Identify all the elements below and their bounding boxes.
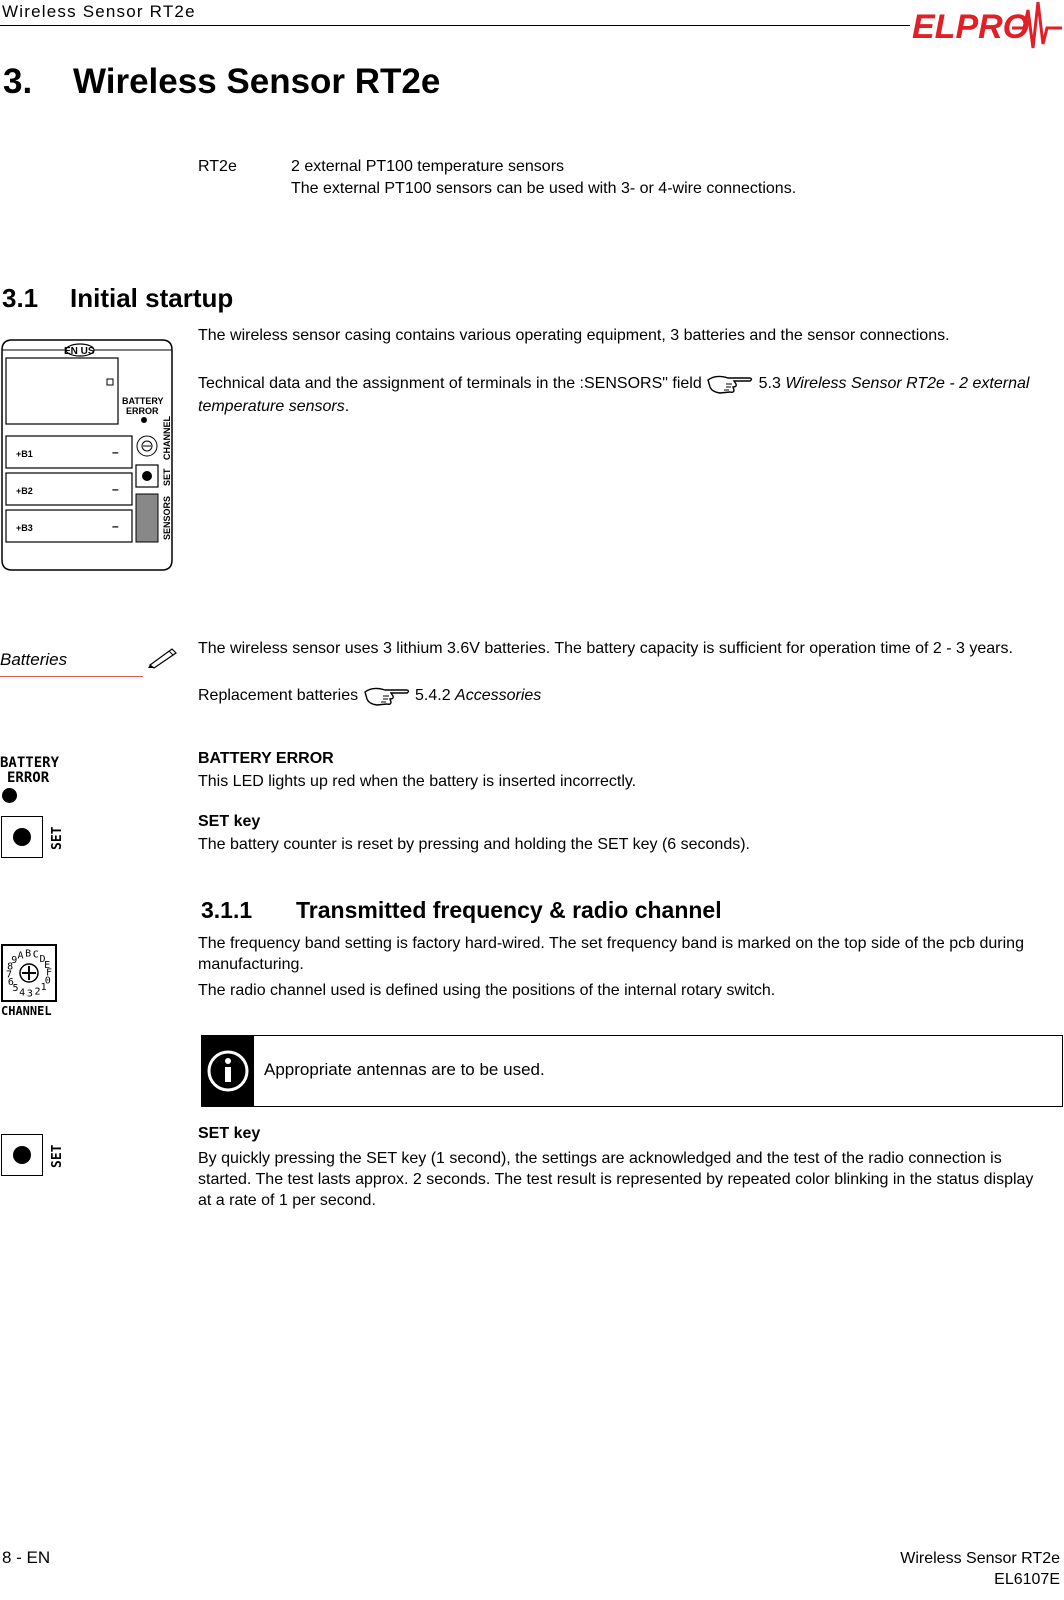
battery-error-led-icon [2, 788, 17, 803]
section-heading [2, 283, 233, 314]
footer-doc-info [900, 1548, 1060, 1590]
startup-para-1: The wireless sensor casing contains various operating equipment, 3 batteries and the sensor connections. [198, 327, 950, 344]
header-rule [0, 25, 910, 26]
batteries-para-2: Replacement batteries 5.4.2 Accessories [198, 684, 1048, 708]
dial-char: 9 [11, 955, 18, 966]
set-key-icon-label: SET [50, 1144, 65, 1168]
channel-dial-label: CHANNEL [1, 1004, 52, 1018]
section-title: Initial startup [70, 283, 234, 313]
margin-note-rule [0, 676, 143, 677]
dial-char: F [45, 967, 53, 979]
frequency-para-1: The frequency band setting is factory hard-wired. The set frequency band is marked on the top side of the pcb during manufacturing. [198, 935, 1024, 973]
battery-error-icon-label: BATTERY ERROR [0, 755, 60, 786]
battery-error-heading: BATTERY ERROR [198, 750, 334, 767]
footer-doc-title: Wireless Sensor RT2e [900, 1550, 1060, 1567]
pencil-icon [146, 645, 180, 669]
device-diagram [0, 338, 174, 574]
set-key-icon [1, 1134, 43, 1176]
margin-note-batteries: Batteries [0, 650, 68, 669]
svg-text:–: – [112, 445, 119, 459]
ref-link-5-4-2[interactable]: 5.4.2 Accessories [415, 687, 542, 705]
diagram-battery-label: BATTERY [122, 396, 164, 406]
footer-doc-code: EL6107E [994, 1571, 1060, 1588]
dial-char: E [44, 960, 51, 971]
diagram-b1: +B1 [16, 449, 33, 459]
diagram-set-label: SET [162, 468, 172, 486]
ref-link-5-3[interactable]: 5.3 Wireless Sensor RT2e - 2 external temperature sensors [198, 375, 1030, 415]
set-key-heading-1: SET key [198, 813, 261, 830]
diagram-b2: +B2 [16, 486, 33, 496]
pointing-hand-icon [706, 372, 754, 396]
batteries-para-1: The wireless sensor uses 3 lithium 3.6V batteries. The battery capacity is sufficient for operation time of 2 - 3 years. [198, 640, 1013, 657]
info-box [201, 1035, 1063, 1107]
svg-text:–: – [112, 519, 119, 533]
startup-para-2: Technical data and the assignment of terminals in the :SENSORS" field 5.3 Wireless Sensor RT2e - 2 external temperature sensors. [198, 372, 1048, 417]
diagram-error-label: ERROR [126, 406, 159, 416]
set-key-text-2: By quickly pressing the SET key (1 second), the settings are acknowledged and the test of the radio connection is started. The test lasts approx. 2 seconds. The test result is represented by repeated color blinking in the status display at a rate of 1 per second. [198, 1150, 1034, 1209]
page-number: 8 - EN [2, 1548, 51, 1567]
set-key-heading-2: SET key [198, 1125, 261, 1142]
dial-char: C [32, 949, 39, 961]
svg-text:–: – [112, 482, 119, 496]
set-key-icon-label: SET [50, 826, 65, 850]
subsection-title: Transmitted frequency & radio channel [296, 897, 722, 923]
set-key-text-1: The battery counter is reset by pressing and holding the SET key (6 seconds). [198, 836, 750, 853]
chapter-number: 3. [3, 62, 33, 101]
info-icon [202, 1036, 254, 1106]
dial-char: A [17, 950, 24, 962]
dial-char: 1 [40, 982, 47, 993]
info-icon-cell [202, 1036, 254, 1106]
diagram-b3: +B3 [16, 523, 33, 533]
subsection-number: 3.1.1 [201, 897, 253, 923]
intro-line-2: The external PT100 sensors can be used with 3- or 4-wire connections. [291, 180, 797, 197]
intro-label: RT2e [198, 158, 237, 175]
dial-char: 7 [5, 969, 13, 981]
set-key-icon [1, 816, 43, 858]
running-header: Wireless Sensor RT2e [2, 2, 196, 21]
en-us-label: EN US [64, 346, 95, 357]
dial-char: 6 [7, 977, 14, 988]
dial-char: 2 [34, 986, 41, 998]
pointing-hand-icon [363, 684, 411, 708]
subsection-heading [201, 897, 722, 924]
section-number: 3.1 [2, 283, 39, 313]
diagram-sensors-label: SENSORS [162, 495, 172, 540]
diagram-channel-label: CHANNEL [162, 416, 172, 460]
intro-line-1: 2 external PT100 temperature sensors [291, 158, 565, 175]
channel-dial-icon [0, 943, 62, 1019]
dial-char: 0 [44, 975, 51, 987]
battery-error-text: This LED lights up red when the battery is inserted incorrectly. [198, 773, 637, 790]
elpro-logo [912, 0, 1062, 52]
dial-char: 8 [7, 961, 14, 973]
chapter-title: Wireless Sensor RT2e [73, 62, 441, 101]
dial-char: D [39, 953, 46, 965]
logo-text: ELPRO [912, 8, 1030, 46]
dial-char: 4 [19, 987, 26, 999]
chapter-heading [3, 62, 440, 102]
info-text: Appropriate antennas are to be used. [264, 1060, 545, 1079]
frequency-para-2: The radio channel used is defined using the positions of the internal rotary switch. [198, 982, 776, 999]
dial-char: B [25, 948, 32, 960]
dial-char: 5 [12, 983, 19, 995]
dial-char: 3 [26, 988, 33, 1000]
